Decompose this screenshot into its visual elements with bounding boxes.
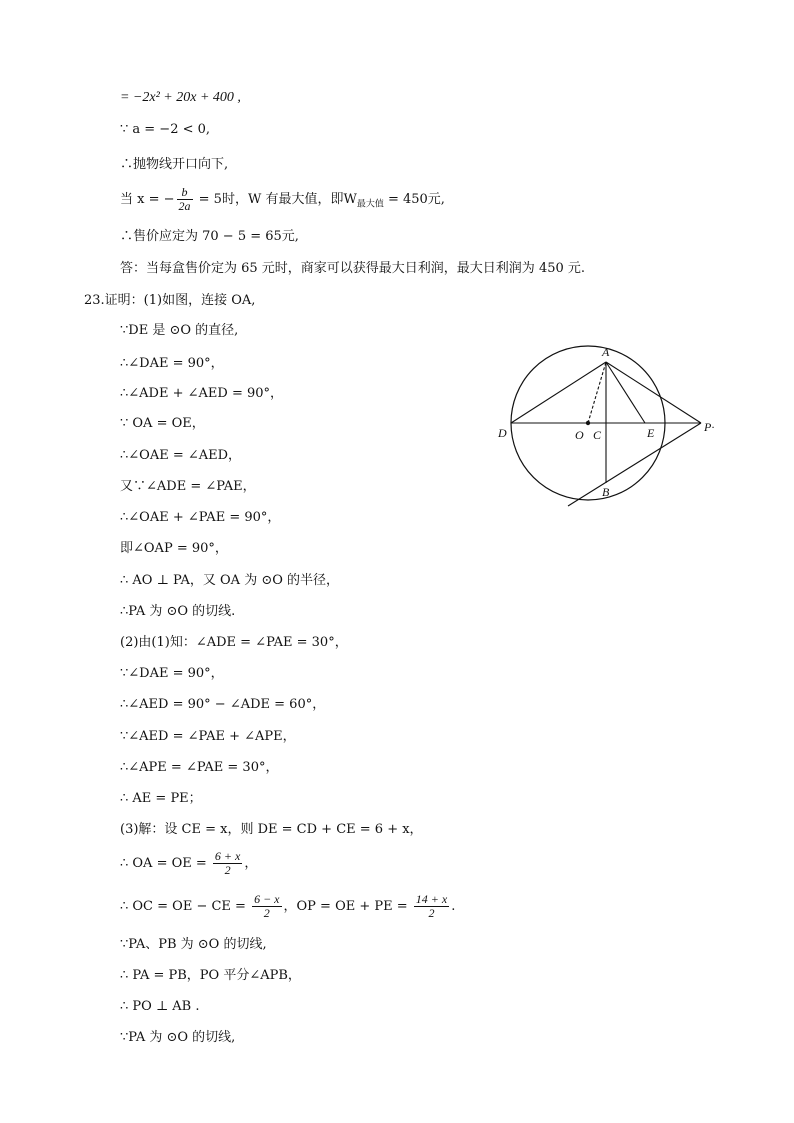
line-17: ∴PA 为 ⊙O 的切线. (120, 604, 236, 619)
label-p: P· (704, 420, 715, 434)
fraction-denominator: 2a (178, 199, 191, 213)
label-d: D (498, 426, 507, 440)
line-25-post: ， (244, 856, 258, 871)
tangent-pb (568, 423, 701, 506)
line-10: ∴∠ADE + ∠AED = 90°， (120, 386, 284, 401)
segment-oa-dashed (588, 362, 606, 423)
fraction-6-minus-x (252, 893, 281, 920)
line-1: = −2x² + 20x + 400 , (120, 90, 241, 105)
line-15: 即∠OAP = 90°， (120, 541, 228, 556)
line-24: (3)解：设 CE = x，则 DE = CD + CE = 6 + x， (120, 822, 423, 837)
line-29: ∴ PO ⊥ AB . (120, 999, 200, 1014)
line-2: ∵ a = −2 < 0, (120, 122, 211, 137)
line-25-pre: ∴ OA = OE = (120, 856, 211, 871)
line-30: ∵PA 为 ⊙O 的切线, (120, 1030, 236, 1045)
label-o: O (575, 428, 584, 442)
tangent-pa (606, 362, 701, 423)
line-8: ∵DE 是 ⊙O 的直径, (120, 323, 239, 338)
label-c: C (593, 428, 602, 442)
line-27: ∵PA、PB 为 ⊙O 的切线, (120, 937, 267, 952)
fraction-numerator: 6 − x (254, 892, 280, 906)
fraction-denominator: 2 (428, 906, 435, 920)
line-16: ∴ AO ⊥ PA，又 OA 为 ⊙O 的半径， (120, 573, 340, 588)
center-point-o (586, 421, 590, 425)
line-11: ∵ OA = OE， (120, 416, 205, 431)
label-b: B (602, 485, 610, 499)
geometry-figure (494, 340, 724, 510)
line-7: 23.证明：(1)如图，连接 OA, (84, 293, 256, 308)
line-22: ∴∠APE = ∠PAE = 30°， (120, 760, 279, 775)
line-4-end: = 450元, (383, 192, 445, 207)
line-4-pre: 当 x = − (120, 192, 175, 207)
line-12: ∴∠OAE = ∠AED， (120, 448, 242, 463)
line-20: ∴∠AED = 90° − ∠ADE = 60°， (120, 697, 326, 712)
fraction-6-plus-x (213, 850, 242, 877)
fraction-b-2a (177, 186, 193, 213)
line-26-post: ，OP = OE + PE = (283, 899, 412, 914)
line-26 (120, 893, 455, 920)
line-4 (120, 186, 445, 214)
line-28: ∴ PA = PB，PO 平分∠APB， (120, 968, 301, 983)
label-a: A (602, 345, 610, 359)
fraction-numerator: b (177, 186, 193, 200)
line-6: 答：当每盒售价定为 65 元时，商家可以获得最大日利润，最大日利润为 450 元. (120, 261, 586, 276)
line-9: ∴∠DAE = 90°， (120, 356, 224, 371)
line-4-post: = 5时，W 有最大值，即W (194, 192, 357, 207)
segment-ae (606, 362, 645, 423)
segment-ad (511, 362, 606, 423)
line-19: ∵∠DAE = 90°， (120, 666, 224, 681)
fraction-14-plus-x (414, 893, 449, 920)
fraction-denominator: 2 (224, 863, 231, 877)
line-23: ∴ AE = PE； (120, 791, 202, 806)
line-26-end: . (451, 899, 456, 914)
subscript-max: 最大值 (356, 199, 384, 210)
label-e: E (647, 426, 655, 440)
line-3: ∴抛物线开口向下, (120, 157, 229, 172)
fraction-numerator: 14 + x (415, 892, 448, 906)
line-18: (2)由(1)知：∠ADE = ∠PAE = 30°， (120, 635, 348, 650)
line-26-pre: ∴ OC = OE − CE = (120, 899, 251, 914)
line-21: ∵∠AED = ∠PAE + ∠APE， (120, 729, 296, 744)
fraction-denominator: 2 (263, 906, 270, 920)
line-5: ∴售价应定为 70 − 5 = 65元, (120, 229, 299, 244)
line-13: 又∵∠ADE = ∠PAE， (120, 479, 256, 494)
line-25 (120, 850, 257, 877)
fraction-numerator: 6 + x (214, 849, 241, 863)
line-14: ∴∠OAE + ∠PAE = 90°， (120, 510, 281, 525)
